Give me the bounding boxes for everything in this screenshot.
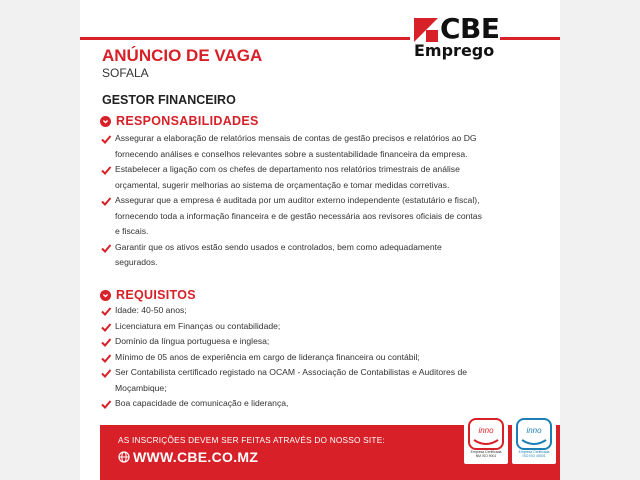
checkmark-icon [100, 305, 112, 317]
footer-note: AS INSCRIÇÕES DEVEM SER FEITAS ATRAVÉS DO NOSSO SITE: [118, 435, 385, 445]
inno-certification-icon [468, 418, 504, 450]
responsibilities-list [100, 131, 540, 271]
list-item [100, 131, 540, 162]
list-item [100, 193, 540, 240]
ad-location: SOFALA [102, 66, 149, 80]
website-url[interactable]: WWW.CBE.CO.MZ [133, 449, 259, 465]
list-item [100, 365, 540, 396]
responsibilities-title: RESPONSABILIDADES [116, 114, 259, 128]
list-item [100, 162, 540, 193]
cbe-logo-mark-icon [414, 18, 438, 42]
checkmark-icon [100, 242, 112, 254]
list-item [100, 240, 540, 271]
requirements-list [100, 303, 540, 412]
svg-text:inno: inno [526, 426, 542, 435]
certification-caption: Empresa Certificada NM ISO 9001 [470, 450, 502, 458]
checkmark-icon [100, 164, 112, 176]
logo-subtitle: Emprego [414, 41, 495, 60]
list-item-text: Domínio da língua portuguesa e inglesa; [115, 336, 270, 346]
certification-badge-quality [464, 415, 508, 464]
list-item-text: Garantir que os ativos estão sendo usados e controlados, bem como adequadamente segurados. [115, 241, 442, 267]
list-item [100, 303, 540, 319]
checkmark-icon [100, 321, 112, 333]
requirements-heading [100, 288, 196, 302]
list-item-text: Assegurar que a empresa é auditada por um auditor externo independente (estatutário e fiscal), fornecendo toda a informação financeira e de gestão necessária aos revisores oficiais de contas e fiscais. [115, 195, 482, 236]
checkmark-icon [100, 195, 112, 207]
list-item-text: Mínimo de 05 anos de experiência em cargo de liderança financeira ou contábil; [115, 351, 420, 362]
requirements-title: REQUISITOS [116, 288, 196, 302]
certification-caption: Empresa Certificada ISO ISO 45001 [518, 450, 550, 458]
website-link[interactable] [118, 449, 258, 465]
checkmark-icon [100, 398, 112, 410]
checkmark-icon [100, 352, 112, 364]
list-item [100, 350, 540, 366]
chevron-circle-icon [100, 290, 111, 301]
responsibilities-heading [100, 114, 259, 128]
globe-icon [118, 451, 130, 463]
job-title: GESTOR FINANCEIRO [102, 93, 236, 107]
logo-name: CBE [440, 12, 500, 45]
job-ad-card [80, 0, 560, 480]
list-item-text: Ser Contabilista certificado registado na OCAM - Associação de Contabilistas e Auditores de Moçambique; [115, 367, 468, 393]
certification-badge-safety [512, 415, 556, 464]
list-item [100, 319, 540, 335]
inno-certification-icon [516, 418, 552, 450]
checkmark-icon [100, 336, 112, 348]
chevron-circle-icon [100, 116, 111, 127]
ad-title: ANÚNCIO DE VAGA [102, 46, 263, 65]
list-item-text: Boa capacidade de comunicação e liderança, [115, 398, 289, 408]
list-item [100, 396, 540, 412]
list-item-text: Idade: 40-50 anos; [115, 305, 187, 315]
list-item-text: Estabelecer a ligação com os chefes de departamento nos relatórios trimestrais de análise orçamental, sugerir melhorias ao sistema de orçamentação e tomar medidas corretivas. [115, 164, 460, 190]
checkmark-icon [100, 133, 112, 145]
checkmark-icon [100, 367, 112, 379]
list-item-text: Licenciatura em Finanças ou contabilidade; [115, 320, 281, 331]
svg-text:inno: inno [478, 426, 494, 435]
cbe-logo[interactable] [410, 14, 500, 60]
list-item [100, 334, 540, 350]
footer-banner [100, 425, 560, 480]
list-item-text: Assegurar a elaboração de relatórios mensais de contas de gestão precisos e relatórios ao DG fornecendo análises e conselhos relevantes sobre a sustentabilidade financeira da empresa. [115, 133, 477, 159]
